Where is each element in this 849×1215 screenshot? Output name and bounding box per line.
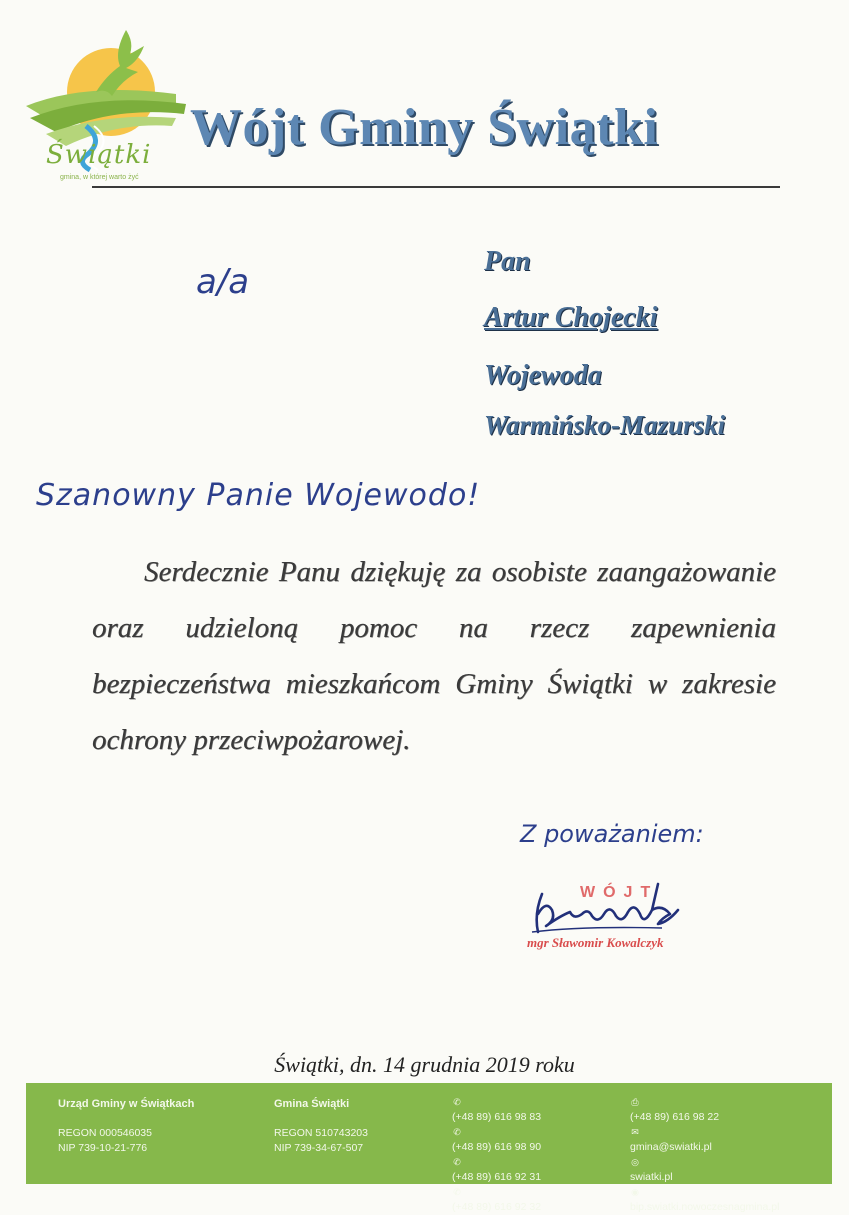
footer-phones <box>452 1095 541 1215</box>
fax-icon: ⎙ <box>631 1097 639 1107</box>
footer-commune <box>274 1097 368 1156</box>
header-divider <box>92 186 780 188</box>
logo-wordmark: Świątki <box>46 140 152 170</box>
email-icon: ✉ <box>631 1127 639 1137</box>
stamp-name: mgr Sławomir Kowalczyk <box>527 935 664 950</box>
web-icon: ◎ <box>631 1157 639 1167</box>
handwritten-annotation: a/a <box>196 262 250 302</box>
letter-body: Serdecznie Panu dziękuję za osobiste zaangażowanie oraz udzieloną pomoc na rzecz zapewnienia bezpieczeństwa mieszkańcom Gminy Świątki w zakresie ochrony przeciwpożarowej. <box>92 556 776 756</box>
footer-office-regon: REGON 000546035 <box>58 1127 152 1139</box>
stamp-title: WÓJT <box>580 884 659 901</box>
phone-number: (+48 89) 616 92 31 <box>452 1171 542 1183</box>
footer-commune-name: Gmina Świątki <box>274 1098 350 1110</box>
place-and-date: Świątki, dn. 14 grudnia 2019 roku <box>274 1052 575 1077</box>
fax-number: (+48 89) 616 98 22 <box>630 1111 720 1123</box>
phone-icon: ✆ <box>453 1097 461 1107</box>
footer-office-nip: NIP 739-10-21-776 <box>58 1142 148 1154</box>
handwritten-signature <box>512 874 692 944</box>
email-address: gmina@swiatki.pl <box>630 1141 712 1153</box>
phone-icon: ✆ <box>453 1187 461 1197</box>
footer-office <box>58 1097 194 1156</box>
footer-commune-regon: REGON 510743203 <box>274 1127 368 1139</box>
letterhead-title: Wójt Gminy Świątki <box>190 99 659 156</box>
logo-tagline: gmina, w której warto żyć <box>60 174 139 181</box>
footer-office-name: Urząd Gminy w Świątkach <box>58 1098 195 1110</box>
website: swiatki.pl <box>630 1171 673 1183</box>
phone-number: (+48 89) 616 92 32 <box>452 1201 542 1213</box>
letter-footer <box>26 1083 832 1213</box>
globe-icon: ◉ <box>631 1187 639 1197</box>
phone-icon: ✆ <box>453 1157 461 1167</box>
phone-icon: ✆ <box>453 1127 461 1137</box>
addressee-name: Artur Chojecki <box>484 302 658 333</box>
footer-commune-nip: NIP 739-34-67-507 <box>274 1142 364 1154</box>
phone-number: (+48 89) 616 98 83 <box>452 1111 542 1123</box>
addressee-salutation: Pan <box>484 246 531 277</box>
phone-number: (+48 89) 616 98 90 <box>452 1141 542 1153</box>
addressee-region: Warmińsko-Mazurski <box>484 410 726 440</box>
footer-contact <box>630 1095 779 1215</box>
bip-website: bip.swiatki.nowoczesnagmina.pl <box>630 1201 780 1213</box>
addressee-position: Wojewoda <box>484 360 602 391</box>
handwritten-greeting: Szanowny Panie Wojewodo! <box>36 478 481 513</box>
handwritten-closing: Z poważaniem: <box>520 820 704 848</box>
